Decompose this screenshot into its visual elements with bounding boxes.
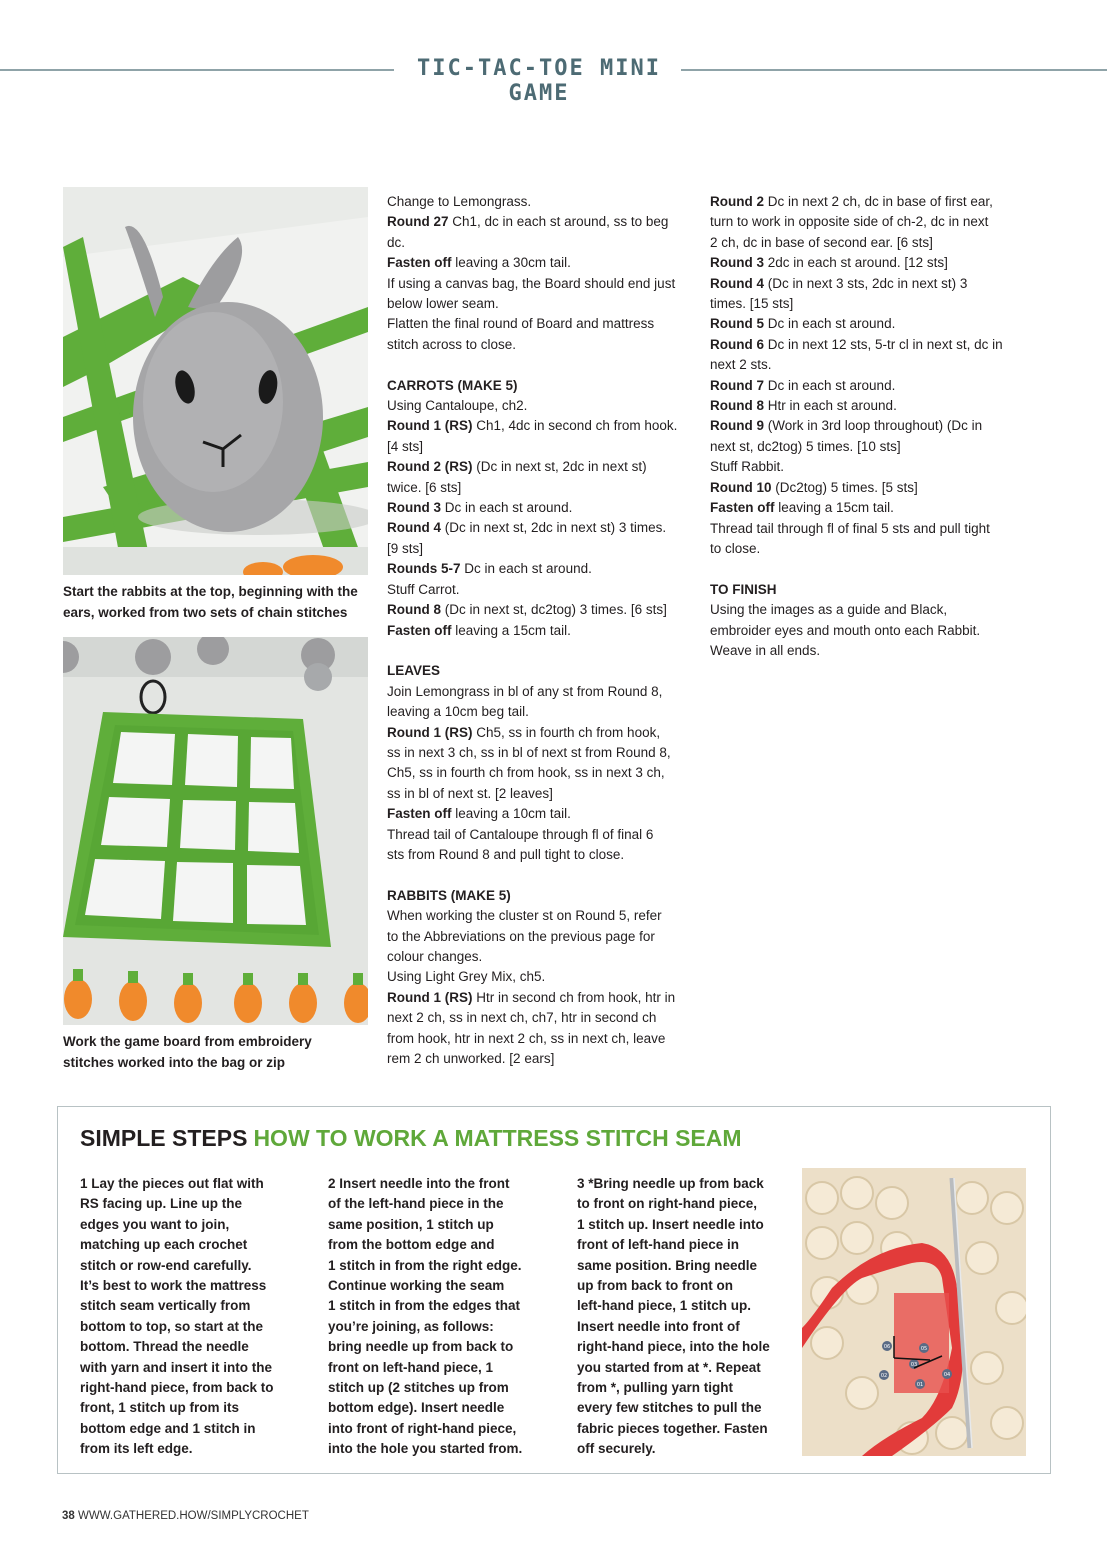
- round-label: Round 27: [387, 214, 449, 230]
- pattern-line: [387, 192, 697, 212]
- step-line: 3 *Bring needle up from back: [577, 1176, 764, 1191]
- instruction-text: Weave in all ends.: [710, 642, 821, 658]
- paragraph-gap: [387, 355, 697, 375]
- instruction-text: Stuff Carrot.: [387, 581, 460, 597]
- step-line: bottom edge). Insert needle: [328, 1400, 505, 1416]
- step-line: Insert needle into front of: [577, 1318, 740, 1334]
- pattern-line: [387, 518, 697, 538]
- step-line: bottom to top, so start at the: [80, 1318, 263, 1334]
- step-line: Continue working the seam: [328, 1278, 505, 1294]
- pattern-line: [710, 539, 1030, 559]
- step-line: bring needle up from back to: [328, 1339, 514, 1355]
- instruction-text: to the Abbreviations on the previous page for: [387, 928, 655, 944]
- pattern-line: [387, 682, 697, 702]
- pattern-line: [710, 314, 1030, 334]
- instruction-text: from hook, htr in next 2 ch, ss in next ch, leave: [387, 1030, 666, 1046]
- step-line: 1 stitch in from the edges that: [328, 1298, 521, 1314]
- pattern-line: [710, 212, 1030, 232]
- instruction-text: dc.: [387, 234, 406, 250]
- round-label: Round 4: [387, 520, 441, 536]
- step-line: same position. Bring needle: [577, 1257, 758, 1273]
- instruction-text: Dc in each st around.: [764, 316, 896, 332]
- pattern-line: [710, 376, 1030, 396]
- step-line: bottom edge and 1 stitch in: [80, 1420, 256, 1436]
- instruction-text: next st, dc2tog) 5 times. [10 sts]: [710, 438, 901, 454]
- round-label: Fasten off: [387, 806, 452, 822]
- round-label: Round 10: [710, 479, 772, 495]
- instruction-text: leaving a 15cm tail.: [451, 622, 571, 638]
- round-label: Round 1 (RS): [387, 724, 473, 740]
- step-line: to front on right-hand piece,: [577, 1196, 757, 1212]
- instruction-text: twice. [6 sts]: [387, 479, 462, 495]
- step-line: 1 stitch up. Insert needle into: [577, 1216, 764, 1232]
- instruction-text: ss in bl of next st. [2 leaves]: [387, 785, 553, 801]
- instruction-text: Dc in next 2 ch, dc in base of first ear,: [764, 194, 993, 209]
- pattern-column-middle: [387, 192, 697, 1069]
- pattern-line: [387, 702, 697, 722]
- instruction-text: Htr in each st around.: [764, 398, 897, 414]
- instruction-text: 2 ch, dc in base of second ear. [6 sts]: [710, 234, 933, 250]
- svg-text:05: 05: [920, 1346, 928, 1352]
- instruction-text: times. [15 sts]: [710, 296, 794, 312]
- pattern-line: [710, 233, 1030, 253]
- instruction-text: Dc in each st around.: [460, 561, 592, 577]
- round-label: Round 6: [710, 336, 764, 352]
- instruction-text: to close.: [710, 540, 761, 556]
- instruction-text: Stuff Rabbit.: [710, 459, 785, 475]
- round-label: Round 3: [710, 255, 764, 271]
- round-label: Round 2: [710, 194, 764, 209]
- instruction-text: (Dc in next st, 2dc in next st) 3 times.: [441, 520, 667, 536]
- pattern-line: [710, 478, 1030, 498]
- photo-caption-board: Work the game board from embroidery stitches worked into the bag or zip: [63, 1034, 312, 1070]
- pattern-line: [387, 478, 697, 498]
- step-line: matching up each crochet: [80, 1237, 248, 1253]
- round-label: Round 9: [710, 418, 764, 434]
- pattern-line: [387, 580, 697, 600]
- pattern-line: [387, 763, 697, 783]
- step-line: up from back to front on: [577, 1278, 733, 1294]
- pattern-line: [710, 396, 1030, 416]
- instruction-text: 2dc in each st around. [12 sts]: [764, 255, 948, 271]
- instruction-text: Dc in each st around.: [764, 377, 896, 393]
- instruction-text: Using the images as a guide and Black,: [710, 602, 948, 618]
- footer-url[interactable]: WWW.GATHERED.HOW/SIMPLYCROCHET: [78, 1510, 309, 1522]
- instruction-text: Dc in next 12 sts, 5-tr cl in next st, dc in: [764, 336, 1003, 352]
- header-rule-right: [681, 69, 1107, 71]
- pattern-line: [387, 539, 697, 559]
- pattern-line: [710, 253, 1030, 273]
- page-number: 38: [62, 1510, 75, 1522]
- instruction-text: colour changes.: [387, 948, 483, 964]
- simple-steps-title: SIMPLE STEPS HOW TO WORK A MATTRESS STITCH SEAM: [80, 1125, 742, 1151]
- pattern-line: [387, 825, 697, 845]
- instruction-text: [4 sts]: [387, 438, 424, 454]
- instruction-text: leaving a 30cm tail.: [451, 255, 571, 271]
- paragraph-gap: [387, 641, 697, 661]
- pattern-column-right: [710, 192, 1030, 661]
- step-line: you started from at *. Repeat: [577, 1359, 761, 1375]
- round-label: Round 1 (RS): [387, 989, 473, 1005]
- pattern-line: [387, 967, 697, 987]
- step-line: fabric pieces together. Fasten: [577, 1420, 768, 1436]
- step-line: left-hand piece, 1 stitch up.: [577, 1298, 752, 1314]
- svg-text:06: 06: [883, 1344, 891, 1350]
- pattern-line: [387, 906, 697, 926]
- pattern-line: [710, 600, 1030, 620]
- header-rule-left: [0, 69, 394, 71]
- paragraph-gap: [387, 865, 697, 885]
- step-line: right-hand piece, into the hole: [577, 1339, 770, 1355]
- pattern-line: [710, 335, 1030, 355]
- section-heading: CARROTS (MAKE 5): [387, 377, 518, 393]
- instruction-text: sts from Round 8 and pull tight to close.: [387, 846, 625, 862]
- pattern-line: [387, 335, 697, 355]
- instruction-text: (Dc in next st, 2dc in next st): [472, 459, 647, 475]
- pattern-line: [710, 498, 1030, 518]
- page-title: TIC-TAC-TOE MINI GAME: [417, 56, 661, 106]
- instruction-text: below lower seam.: [387, 296, 499, 312]
- step-line: stitch seam vertically from: [80, 1298, 251, 1314]
- pattern-line: [387, 621, 697, 641]
- round-label: Fasten off: [387, 255, 452, 271]
- step-line: you’re joining, as follows:: [328, 1318, 494, 1334]
- round-label: Fasten off: [387, 622, 452, 638]
- step-line: same position, 1 stitch up: [328, 1216, 494, 1232]
- pattern-line: [387, 927, 697, 947]
- step-line: with yarn and insert it into the: [80, 1359, 273, 1375]
- svg-text:04: 04: [943, 1372, 951, 1378]
- pattern-line: [710, 274, 1030, 294]
- pattern-line: [387, 396, 697, 416]
- round-label: Round 3: [387, 500, 441, 516]
- instruction-text: Using Light Grey Mix, ch5.: [387, 969, 546, 985]
- pattern-line: [710, 621, 1030, 641]
- pattern-line: [387, 559, 697, 579]
- pattern-line: [710, 416, 1030, 436]
- instruction-text: Ch5, ss in fourth ch from hook,: [472, 724, 661, 740]
- svg-text:02: 02: [880, 1373, 888, 1379]
- step-line: front of left-hand piece in: [577, 1237, 739, 1253]
- round-label: Round 1 (RS): [387, 418, 473, 434]
- instruction-text: (Dc in next 3 sts, 2dc in next st) 3: [764, 275, 968, 291]
- mattress-stitch-photo: [802, 1168, 1026, 1456]
- instruction-text: next 2 ch, ss in next ch, ch7, htr in second ch: [387, 1010, 657, 1026]
- step-line: 1 Lay the pieces out flat with: [80, 1176, 264, 1191]
- step-line: into the hole you started from.: [328, 1441, 523, 1457]
- instruction-text: Dc in each st around.: [441, 500, 573, 516]
- instruction-text: next 2 sts.: [710, 357, 772, 373]
- instruction-text: leaving a 10cm beg tail.: [387, 704, 529, 720]
- instruction-text: Thread tail through fl of final 5 sts and pull tight: [710, 520, 990, 536]
- section-heading: LEAVES: [387, 663, 441, 679]
- pattern-line: [387, 1029, 697, 1049]
- pattern-line: [387, 784, 697, 804]
- step-3-text: [577, 1174, 792, 1460]
- pattern-line: [387, 314, 697, 334]
- instruction-text: stitch across to close.: [387, 336, 517, 352]
- step-1-text: [80, 1174, 320, 1460]
- pattern-line: [387, 947, 697, 967]
- pattern-line: [710, 519, 1030, 539]
- instruction-text: Ch1, dc in each st around, ss to beg: [448, 214, 669, 230]
- instruction-text: leaving a 10cm tail.: [451, 806, 571, 822]
- step-line: from *, pulling yarn tight: [577, 1380, 733, 1396]
- paragraph-gap: [710, 559, 1030, 579]
- pattern-line: [387, 723, 697, 743]
- step-line: front, 1 stitch up from its: [80, 1400, 240, 1416]
- step-line: right-hand piece, from back to: [80, 1380, 274, 1396]
- photo-caption-rabbit: Start the rabbits at the top, beginning with the ears, worked from two sets of chain stitches: [63, 584, 358, 620]
- pattern-line: [710, 294, 1030, 314]
- pattern-line: [387, 437, 697, 457]
- instruction-text: (Dc in next st, dc2tog) 3 times. [6 sts]: [441, 602, 667, 618]
- round-label: Fasten off: [710, 500, 775, 516]
- pattern-line: [710, 641, 1030, 661]
- step-line: RS facing up. Line up the: [80, 1196, 242, 1212]
- instruction-text: If using a canvas bag, the Board should end just: [387, 275, 676, 291]
- instruction-text: Change to Lemongrass.: [387, 194, 532, 209]
- instruction-text: embroider eyes and mouth onto each Rabbit.: [710, 622, 981, 638]
- instruction-text: [9 sts]: [387, 540, 424, 556]
- instruction-text: Flatten the final round of Board and mattress: [387, 316, 655, 332]
- round-label: Rounds 5-7: [387, 561, 461, 577]
- instruction-text: When working the cluster st on Round 5, refer: [387, 908, 662, 924]
- instruction-text: (Work in 3rd loop throughout) (Dc in: [764, 418, 983, 434]
- instruction-text: Using Cantaloupe, ch2.: [387, 398, 528, 414]
- round-label: Round 7: [710, 377, 764, 393]
- instruction-text: Ch5, ss in fourth ch from hook, ss in next 3 ch,: [387, 765, 665, 781]
- pattern-line: [387, 1008, 697, 1028]
- pattern-line: [387, 988, 697, 1008]
- round-label: Round 8: [387, 602, 441, 618]
- instruction-text: (Dc2tog) 5 times. [5 sts]: [771, 479, 918, 495]
- pattern-line: [387, 804, 697, 824]
- step-2-text: [328, 1174, 568, 1460]
- pattern-line: [710, 355, 1030, 375]
- instruction-text: Ch1, 4dc in second ch from hook.: [472, 418, 678, 434]
- pattern-line: [387, 498, 697, 518]
- step-line: 1 stitch in from the right edge.: [328, 1257, 522, 1273]
- pattern-line: [387, 294, 697, 314]
- pattern-line: [387, 1049, 697, 1069]
- step-line: every few stitches to pull the: [577, 1400, 762, 1416]
- step-line: 2 Insert needle into the front: [328, 1176, 510, 1191]
- pattern-line: [710, 437, 1030, 457]
- step-line: stitch or row-end carefully.: [80, 1257, 252, 1273]
- instruction-text: Thread tail of Cantaloupe through fl of final 6: [387, 826, 654, 842]
- pattern-line: [710, 192, 1030, 212]
- page-footer: [62, 1510, 309, 1522]
- step-line: edges you want to join,: [80, 1216, 230, 1232]
- step-line: from its left edge.: [80, 1441, 193, 1457]
- svg-text:01: 01: [916, 1382, 924, 1388]
- pattern-line: [387, 212, 697, 232]
- pattern-line: [387, 457, 697, 477]
- pattern-line: [387, 233, 697, 253]
- round-label: Round 5: [710, 316, 764, 332]
- instruction-text: Htr in second ch from hook, htr in: [472, 989, 676, 1005]
- pattern-line: [387, 416, 697, 436]
- step-line: of the left-hand piece in the: [328, 1196, 504, 1212]
- svg-text:03: 03: [910, 1362, 918, 1368]
- step-line: into front of right-hand piece,: [328, 1420, 517, 1436]
- instruction-text: rem 2 ch unworked. [2 ears]: [387, 1051, 555, 1067]
- pattern-line: [710, 457, 1030, 477]
- rabbit-photo: [63, 187, 368, 575]
- instruction-text: Join Lemongrass in bl of any st from Round 8,: [387, 683, 663, 699]
- section-heading: RABBITS (MAKE 5): [387, 887, 511, 903]
- pattern-line: [387, 253, 697, 273]
- instruction-text: leaving a 15cm tail.: [774, 500, 894, 516]
- step-line: It’s best to work the mattress: [80, 1278, 267, 1294]
- round-label: Round 2 (RS): [387, 459, 473, 475]
- step-line: front on left-hand piece, 1: [328, 1359, 494, 1375]
- step-line: bottom. Thread the needle: [80, 1339, 249, 1355]
- instruction-text: ss in next 3 ch, ss in bl of next st from Round 8,: [387, 744, 671, 760]
- step-line: off securely.: [577, 1441, 656, 1457]
- instruction-text: turn to work in opposite side of ch-2, dc in next: [710, 214, 989, 230]
- pattern-line: [387, 274, 697, 294]
- step-line: from the bottom edge and: [328, 1237, 495, 1253]
- round-label: Round 8: [710, 398, 764, 414]
- section-heading: TO FINISH: [710, 581, 777, 597]
- pattern-line: [387, 743, 697, 763]
- round-label: Round 4: [710, 275, 764, 291]
- pattern-line: [387, 600, 697, 620]
- pattern-line: [387, 845, 697, 865]
- game-board-photo: [63, 637, 368, 1025]
- step-line: stitch up (2 stitches up from: [328, 1380, 509, 1396]
